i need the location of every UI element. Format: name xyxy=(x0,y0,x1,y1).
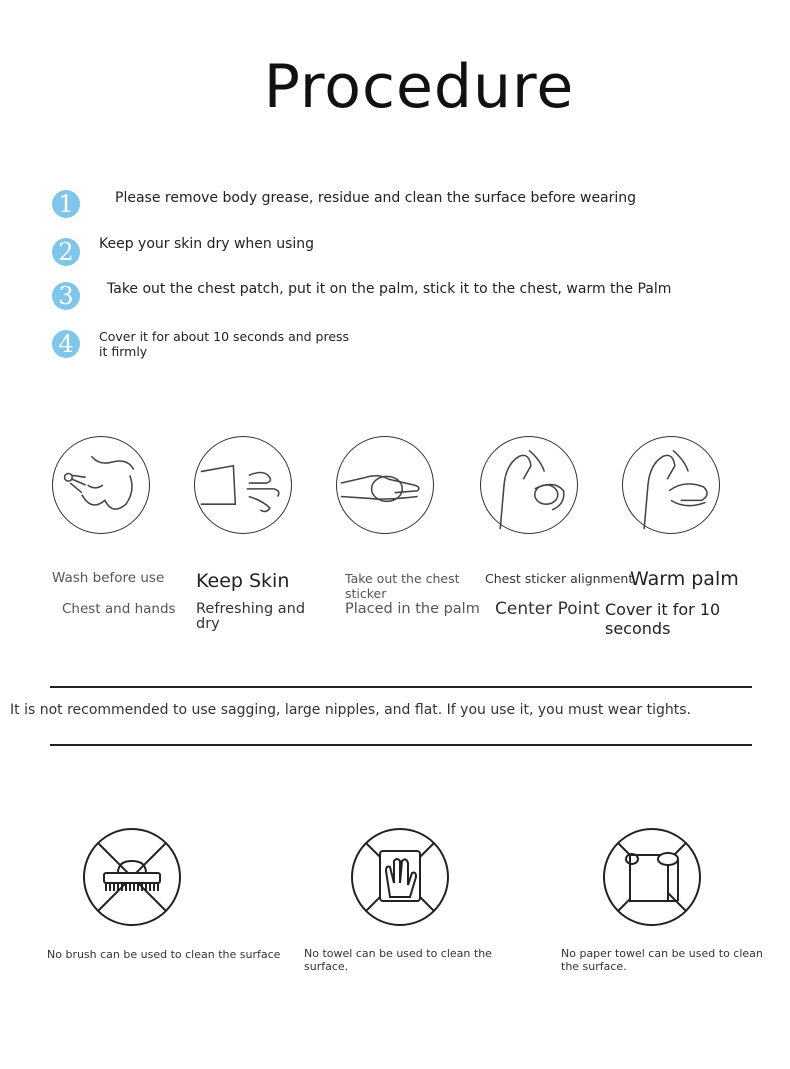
no-towel-icon xyxy=(350,827,450,927)
divider-top xyxy=(50,686,752,688)
caption-dry-line2: Refreshing and dry xyxy=(196,601,306,632)
step-text-3: Take out the chest patch, put it on the palm, stick it to the chest, warm the Palm xyxy=(107,281,672,297)
warm-icon xyxy=(622,436,720,534)
step-number-1: 1 xyxy=(52,190,80,218)
caption-palm-line2: Placed in the palm xyxy=(345,601,480,617)
no-towel-caption: No towel can be used to clean the surface. xyxy=(304,947,492,973)
page-title: Procedure xyxy=(263,52,575,122)
no-brush-icon xyxy=(82,827,182,927)
caption-dry-line1: Keep Skin xyxy=(196,570,290,592)
step-number-4: 4 xyxy=(52,330,80,358)
caption-align-line1: Chest sticker alignment xyxy=(485,571,634,586)
step-number-2: 2 xyxy=(52,238,80,266)
no-paper-towel-icon xyxy=(602,827,702,927)
caption-wash-line2: Chest and hands xyxy=(62,601,176,617)
caption-align-line2: Center Point xyxy=(495,599,600,619)
palm-icon xyxy=(336,436,434,534)
dry-icon xyxy=(194,436,292,534)
caption-warm-line1: Warm palm xyxy=(630,568,739,590)
step-text-4: Cover it for about 10 seconds and press it firmly xyxy=(99,329,350,359)
wash-icon xyxy=(52,436,150,534)
no-brush-caption: No brush can be used to clean the surface xyxy=(47,948,281,961)
align-icon xyxy=(480,436,578,534)
step-text-2: Keep your skin dry when using xyxy=(99,236,315,252)
caption-wash-line1: Wash before use xyxy=(52,570,165,586)
step-number-3: 3 xyxy=(52,282,80,310)
divider-bottom xyxy=(50,744,752,746)
step-text-1: Please remove body grease, residue and clean the surface before wearing xyxy=(115,190,637,206)
caption-palm-line1: Take out the chest sticker xyxy=(345,571,460,601)
no-paper-towel-caption: No paper towel can be used to clean the surface. xyxy=(561,947,763,973)
caption-warm-line2: Cover it for 10 seconds xyxy=(605,600,721,638)
warning-note: It is not recommended to use sagging, large nipples, and flat. If you use it, you must wear tights. xyxy=(10,702,692,718)
